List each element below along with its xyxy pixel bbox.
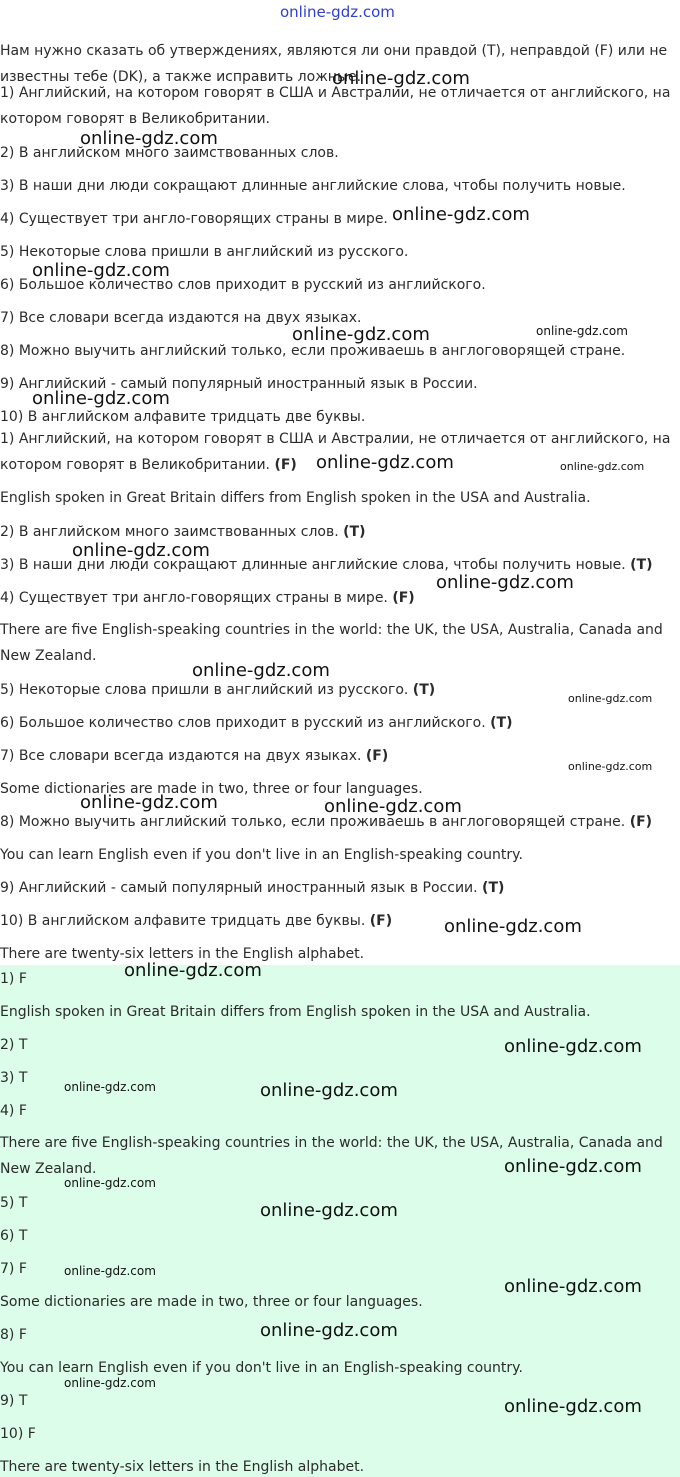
statement-4: 4) Существует три англо-говорящих страны в мире. — [0, 211, 388, 227]
short-answer-1: 1) F — [0, 971, 27, 987]
statement-1: 1) Английский, на котором говорят в США и Австралии, не отличается от английского, на котором говорят в Великобритании. — [0, 85, 671, 127]
short-answer-6: 6) T — [0, 1228, 28, 1244]
short-answer-5: 5) T — [0, 1195, 28, 1211]
watermark: online-gdz.com — [504, 1396, 642, 1417]
watermark: online-gdz.com — [332, 68, 470, 89]
answered-4 — [0, 589, 415, 607]
watermark: online-gdz.com — [80, 128, 218, 149]
watermark: online-gdz.com — [124, 960, 262, 981]
watermark-top: online-gdz.com — [280, 3, 395, 21]
answered-text: 1) Английский, на котором говорят в США и Австралии, не отличается от английского, на котором говорят в Великобритании. — [0, 431, 671, 473]
answer-mark: (F) — [629, 814, 653, 830]
answer-mark: (F) — [274, 457, 297, 473]
answered-9 — [0, 879, 504, 897]
answered-text: 10) В английском алфавите тридцать две буквы. — [0, 913, 366, 929]
answer-mark: (T) — [630, 557, 653, 573]
answer-mark: (T) — [482, 880, 505, 896]
answered-text: 6) Большое количество слов приходит в русский из английского. — [0, 715, 486, 731]
watermark: online-gdz.com — [444, 916, 582, 937]
short-answer-10: 10) F — [0, 1426, 36, 1442]
watermark: online-gdz.com — [292, 324, 430, 345]
answer-mark: (T) — [343, 524, 366, 540]
short-answer-7: 7) F — [0, 1261, 27, 1277]
correction-8: You can learn English even if you don't live in an English-speaking country. — [0, 847, 523, 863]
answer-mark: (F) — [369, 913, 393, 929]
task-intro: Нам нужно сказать об утверждениях, являются ли они правдой (T), неправдой (F) или не известны тебе (DK), а также исправить ложные. — [0, 43, 668, 85]
statement-7: 7) Все словари всегда издаются на двух языках. — [0, 310, 362, 326]
watermark: online-gdz.com — [64, 1264, 156, 1278]
watermark: online-gdz.com — [72, 540, 210, 561]
short-correction-10: There are twenty-six letters in the English alphabet. — [0, 1459, 365, 1475]
answered-text: 3) В наши дни люди сокращают длинные английские слова, чтобы получить новые. — [0, 557, 626, 573]
short-answer-9: 9) T — [0, 1393, 28, 1409]
answered-text: 5) Некоторые слова пришли в английский из русского. — [0, 682, 409, 698]
watermark: online-gdz.com — [504, 1036, 642, 1057]
short-answer-8: 8) F — [0, 1327, 27, 1343]
watermark: online-gdz.com — [260, 1200, 398, 1221]
watermark: online-gdz.com — [436, 572, 574, 593]
watermark: online-gdz.com — [64, 1376, 156, 1390]
short-correction-1: English spoken in Great Britain differs from English spoken in the USA and Australia. — [0, 1004, 591, 1020]
short-correction-4: There are five English-speaking countries in the world: the UK, the USA, Australia, Canada and New Zealand. — [0, 1135, 663, 1177]
answered-2 — [0, 523, 366, 541]
watermark: online-gdz.com — [392, 204, 530, 225]
answered-text: 8) Можно выучить английский только, если проживаешь в англоговорящей стране. — [0, 814, 626, 830]
watermark: online-gdz.com — [260, 1080, 398, 1101]
correction-7: Some dictionaries are made in two, three or four languages. — [0, 781, 423, 797]
watermark: online-gdz.com — [32, 260, 170, 281]
correction-1: English spoken in Great Britain differs from English spoken in the USA and Australia. — [0, 490, 591, 506]
watermark: online-gdz.com — [504, 1156, 642, 1177]
watermark: online-gdz.com — [324, 796, 462, 817]
answer-mark: (T) — [412, 682, 436, 698]
watermark: online-gdz.com — [64, 1080, 156, 1094]
watermark: online-gdz.com — [504, 1276, 642, 1297]
correction-4: There are five English-speaking countries in the world: the UK, the USA, Australia, Canada and New Zealand. — [0, 622, 663, 664]
answered-text: 4) Существует три англо-говорящих страны в мире. — [0, 590, 388, 606]
short-answer-4: 4) F — [0, 1103, 27, 1119]
answered-text: 2) В английском много заимствованных слов. — [0, 524, 339, 540]
watermark: online-gdz.com — [80, 792, 218, 813]
answer-mark: (F) — [365, 748, 389, 764]
answered-text: 7) Все словари всегда издаются на двух языках. — [0, 748, 362, 764]
watermark: online-gdz.com — [192, 660, 330, 681]
statement-10: 10) В английском алфавите тридцать две буквы. — [0, 409, 366, 425]
watermark: online-gdz.com — [32, 388, 170, 409]
watermark: online-gdz.com — [568, 692, 653, 705]
statement-9: 9) Английский - самый популярный иностранный язык в России. — [0, 376, 478, 392]
short-correction-7: Some dictionaries are made in two, three or four languages. — [0, 1294, 423, 1310]
answered-10 — [0, 912, 392, 930]
statement-2: 2) В английском много заимствованных слов. — [0, 145, 339, 161]
statement-8: 8) Можно выучить английский только, если проживаешь в англоговорящей стране. — [0, 343, 626, 359]
watermark: online-gdz.com — [64, 1176, 156, 1190]
answered-text: 9) Английский - самый популярный иностранный язык в России. — [0, 880, 478, 896]
short-answer-2: 2) T — [0, 1037, 28, 1053]
answered-6 — [0, 714, 513, 732]
watermark: online-gdz.com — [568, 760, 653, 773]
short-answer-3: 3) T — [0, 1070, 28, 1086]
watermark: online-gdz.com — [560, 460, 645, 473]
answer-mark: (F) — [392, 590, 415, 606]
watermark: online-gdz.com — [260, 1320, 398, 1341]
answered-7 — [0, 747, 388, 765]
correction-10: There are twenty-six letters in the English alphabet. — [0, 946, 365, 962]
statement-6: 6) Большое количество слов приходит в русский из английского. — [0, 277, 486, 293]
statement-3: 3) В наши дни люди сокращают длинные английские слова, чтобы получить новые. — [0, 178, 626, 194]
watermark: online-gdz.com — [536, 324, 628, 338]
short-correction-8: You can learn English even if you don't live in an English-speaking country. — [0, 1360, 523, 1376]
statement-5: 5) Некоторые слова пришли в английский из русского. — [0, 244, 409, 260]
answered-5 — [0, 681, 435, 699]
answer-mark: (T) — [490, 715, 513, 731]
watermark: online-gdz.com — [316, 452, 454, 473]
